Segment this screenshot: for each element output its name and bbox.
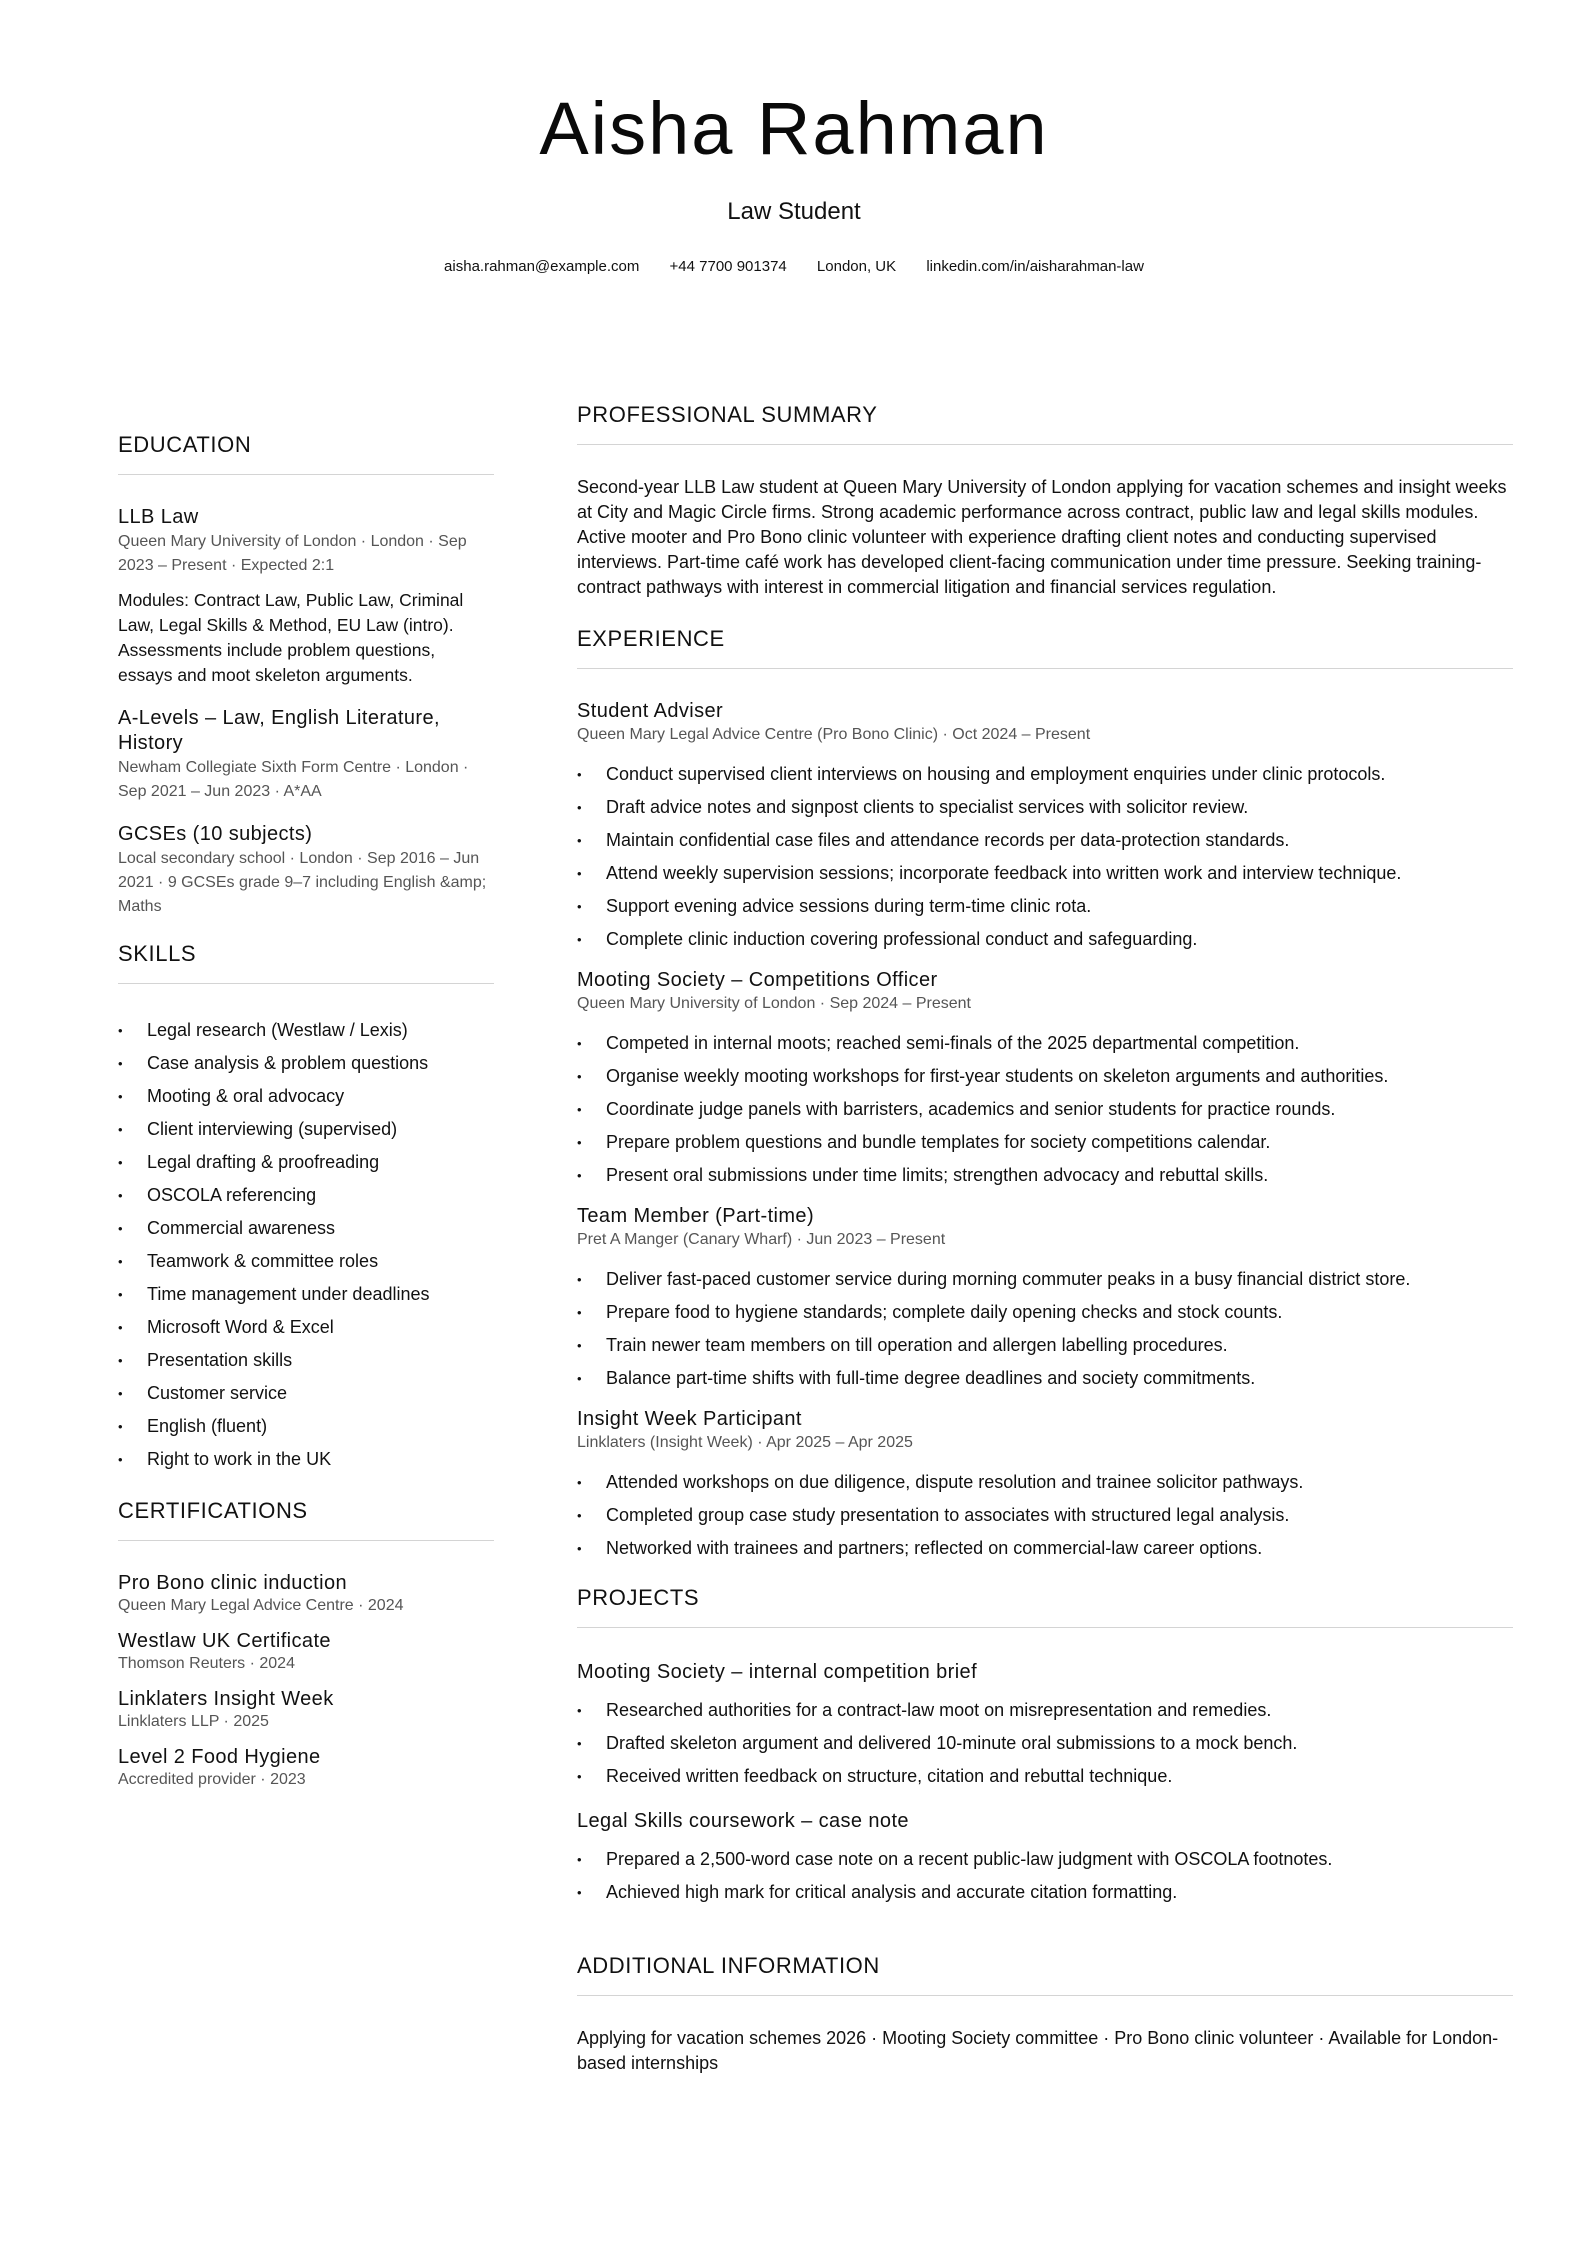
certification-entry — [118, 1629, 494, 1673]
job-bullets — [577, 1027, 1513, 1192]
project-title: Mooting Society – internal competition brief — [577, 1661, 978, 1683]
skill-item: • Microsoft Word & Excel — [118, 1311, 494, 1344]
experience-entry — [577, 699, 1513, 956]
job-bullet: • Support evening advice sessions during term-time clinic rota. — [577, 890, 1513, 923]
contact-linkedin[interactable]: linkedin.com/in/aisharahman-law — [926, 258, 1144, 275]
skills-section — [118, 941, 494, 1476]
summary-text: Second-year LLB Law student at Queen Mary University of London applying for vacation schemes and insight weeks at City and Magic Circle firms. Strong academic performance across contract, public law and legal skills modules. Active mooter and Pro Bono clinic volunteer with experience drafting client notes and conducting supervised interviews. Part-time café work has developed client-facing communication under time pressure. Seeking training-contract pathways with interest in commercial litigation and financial services regulation. — [577, 477, 1507, 597]
certification-meta: Thomson Reuters · 2024 — [118, 1655, 295, 1672]
certification-title: Level 2 Food Hygiene — [118, 1746, 321, 1768]
certifications-section — [118, 1498, 494, 1789]
job-bullet: • Maintain confidential case files and attendance records per data-protection standards. — [577, 824, 1513, 857]
experience-heading: EXPERIENCE — [577, 626, 1513, 669]
project-bullet: • Drafted skeleton argument and delivered 10-minute oral submissions to a mock bench. — [577, 1727, 1513, 1760]
education-description: Modules: Contract Law, Public Law, Criminal Law, Legal Skills & Method, EU Law (intro). Assessments include problem questions, essays and moot skeleton arguments. — [118, 590, 464, 685]
job-bullet: • Prepare problem questions and bundle templates for society competitions calendar. — [577, 1126, 1513, 1159]
job-meta: Pret A Manger (Canary Wharf) · Jun 2023 – Present — [577, 1231, 946, 1248]
skill-item: • Right to work in the UK — [118, 1443, 494, 1476]
education-entry — [118, 706, 494, 804]
education-section — [118, 432, 494, 919]
job-bullet: • Present oral submissions under time limits; strengthen advocacy and rebuttal skills. — [577, 1159, 1513, 1192]
skill-item: • Client interviewing (supervised) — [118, 1113, 494, 1146]
certifications-heading: CERTIFICATIONS — [118, 1498, 494, 1541]
contact-location: London, UK — [816, 258, 897, 275]
certification-entry — [118, 1687, 494, 1731]
skill-item: • Case analysis & problem questions — [118, 1047, 494, 1080]
projects-section — [577, 1585, 1513, 1909]
certification-meta: Queen Mary Legal Advice Centre · 2024 — [118, 1597, 404, 1614]
job-bullet: • Competed in internal moots; reached semi-finals of the 2025 departmental competition. — [577, 1027, 1513, 1060]
project-bullet: • Prepared a 2,500-word case note on a recent public-law judgment with OSCOLA footnotes. — [577, 1843, 1513, 1876]
project-bullets — [577, 1843, 1513, 1909]
job-bullet: • Attended workshops on due diligence, dispute resolution and trainee solicitor pathways. — [577, 1466, 1513, 1499]
education-meta: Newham Collegiate Sixth Form Centre · London · Sep 2021 – Jun 2023 · A*AA — [118, 759, 469, 800]
skill-item: • Legal drafting & proofreading — [118, 1146, 494, 1179]
project-title: Legal Skills coursework – case note — [577, 1810, 909, 1832]
job-meta: Linklaters (Insight Week) · Apr 2025 – Apr 2025 — [577, 1434, 913, 1451]
skill-item: • Commercial awareness — [118, 1212, 494, 1245]
job-bullets — [577, 1263, 1513, 1395]
summary-section — [577, 402, 1513, 600]
additional-heading: ADDITIONAL INFORMATION — [577, 1953, 1513, 1996]
job-bullet: • Draft advice notes and signpost clients to specialist services with solicitor review. — [577, 791, 1513, 824]
certification-entry — [118, 1571, 494, 1615]
job-bullet: • Organise weekly mooting workshops for first-year students on skeleton arguments and authorities. — [577, 1060, 1513, 1093]
education-meta: Queen Mary University of London · London · Sep 2023 – Present · Expected 2:1 — [118, 533, 467, 574]
additional-text: Applying for vacation schemes 2026 · Mooting Society committee · Pro Bono clinic volunteer · Available for London-based internships — [577, 2028, 1499, 2073]
certification-meta: Accredited provider · 2023 — [118, 1771, 306, 1788]
job-bullet: • Train newer team members on till operation and allergen labelling procedures. — [577, 1329, 1513, 1362]
candidate-title: Law Student — [727, 198, 861, 225]
experience-section — [577, 626, 1513, 1565]
education-meta: Local secondary school · London · Sep 2016 – Jun 2021 · 9 GCSEs grade 9–7 including English &amp; Maths — [118, 850, 487, 915]
job-bullets — [577, 758, 1513, 956]
project-bullet: • Researched authorities for a contract-law moot on misrepresentation and remedies. — [577, 1694, 1513, 1727]
certification-meta: Linklaters LLP · 2025 — [118, 1713, 269, 1730]
skill-item: • English (fluent) — [118, 1410, 494, 1443]
job-bullet: • Attend weekly supervision sessions; incorporate feedback into written work and interview technique. — [577, 857, 1513, 890]
job-meta: Queen Mary University of London · Sep 2024 – Present — [577, 995, 971, 1012]
certification-title: Pro Bono clinic induction — [118, 1572, 348, 1594]
skill-item: • Time management under deadlines — [118, 1278, 494, 1311]
project-entry — [577, 1658, 1513, 1793]
job-title: Mooting Society – Competitions Officer — [577, 969, 938, 991]
job-bullet: • Balance part-time shifts with full-time degree deadlines and society commitments. — [577, 1362, 1513, 1395]
projects-heading: PROJECTS — [577, 1585, 1513, 1628]
education-heading: EDUCATION — [118, 432, 494, 475]
education-entry — [118, 505, 494, 688]
contact-email[interactable]: aisha.rahman@example.com — [444, 258, 640, 275]
job-bullet: • Networked with trainees and partners; reflected on commercial-law career options. — [577, 1532, 1513, 1565]
education-title: GCSEs (10 subjects) — [118, 823, 313, 845]
project-bullet: • Achieved high mark for critical analysis and accurate citation formatting. — [577, 1876, 1513, 1909]
job-bullet: • Deliver fast-paced customer service during morning commuter peaks in a busy financial district store. — [577, 1263, 1513, 1296]
project-bullets — [577, 1694, 1513, 1793]
experience-entry — [577, 968, 1513, 1192]
summary-heading: PROFESSIONAL SUMMARY — [577, 402, 1513, 445]
right-column — [577, 402, 1513, 2096]
job-bullet: • Prepare food to hygiene standards; complete daily opening checks and stock counts. — [577, 1296, 1513, 1329]
education-title: A-Levels – Law, English Literature, History — [118, 707, 440, 754]
job-bullet: • Complete clinic induction covering professional conduct and safeguarding. — [577, 923, 1513, 956]
project-entry — [577, 1807, 1513, 1909]
job-title: Student Adviser — [577, 700, 724, 722]
job-title: Team Member (Part-time) — [577, 1205, 815, 1227]
education-title: LLB Law — [118, 506, 199, 528]
left-column — [118, 432, 494, 1811]
certification-entry — [118, 1745, 494, 1789]
candidate-name: Aisha Rahman — [539, 87, 1049, 170]
job-title: Insight Week Participant — [577, 1408, 802, 1430]
project-bullet: • Received written feedback on structure, citation and rebuttal technique. — [577, 1760, 1513, 1793]
job-meta: Queen Mary Legal Advice Centre (Pro Bono Clinic) · Oct 2024 – Present — [577, 726, 1091, 743]
skills-list — [118, 1014, 494, 1476]
job-bullet: • Conduct supervised client interviews on housing and employment enquiries under clinic protocols. — [577, 758, 1513, 791]
skill-item: • Presentation skills — [118, 1344, 494, 1377]
skill-item: • Mooting & oral advocacy — [118, 1080, 494, 1113]
certification-title: Westlaw UK Certificate — [118, 1630, 331, 1652]
contact-phone[interactable]: +44 7700 901374 — [669, 258, 787, 275]
job-bullets — [577, 1466, 1513, 1565]
skill-item: • Teamwork & committee roles — [118, 1245, 494, 1278]
additional-section — [577, 1953, 1513, 2076]
experience-entry — [577, 1204, 1513, 1395]
job-bullet: • Completed group case study presentation to associates with structured legal analysis. — [577, 1499, 1513, 1532]
certification-title: Linklaters Insight Week — [118, 1688, 334, 1710]
skill-item: • Legal research (Westlaw / Lexis) — [118, 1014, 494, 1047]
contact-line — [0, 258, 1588, 275]
skills-heading: SKILLS — [118, 941, 494, 984]
education-entry — [118, 822, 494, 919]
skill-item: • OSCOLA referencing — [118, 1179, 494, 1212]
experience-entry — [577, 1407, 1513, 1565]
skill-item: • Customer service — [118, 1377, 494, 1410]
resume-header — [0, 87, 1588, 275]
job-bullet: • Coordinate judge panels with barristers, academics and senior students for practice rounds. — [577, 1093, 1513, 1126]
